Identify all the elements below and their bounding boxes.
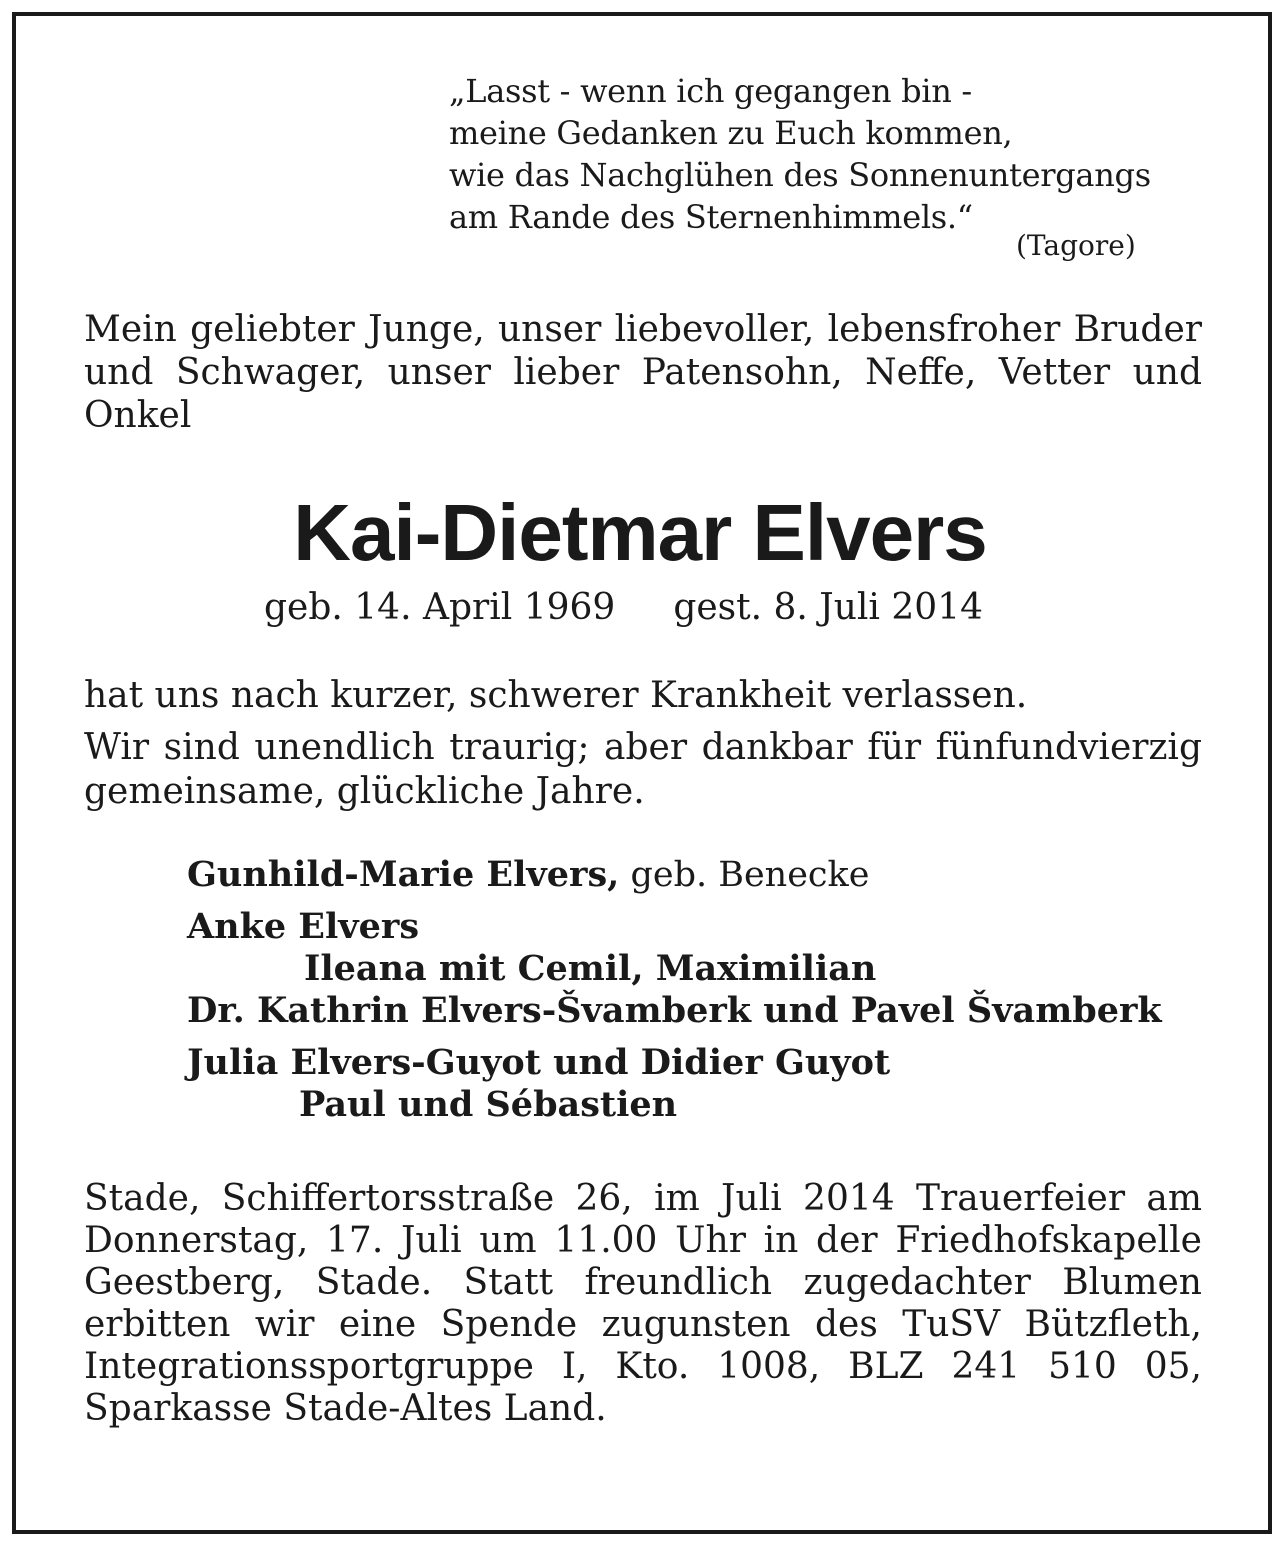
- mourners-list: [187, 854, 1217, 1126]
- deceased-name: Kai-Dietmar Elvers: [293, 488, 987, 577]
- mourner-row: Dr. Kathrin Elvers-Švamberk und Pavel Švamberk: [187, 990, 1162, 1031]
- quote-line: „Lasst - wenn ich gegangen bin -: [449, 72, 972, 110]
- mourner-row: Ileana mit Cemil, Maximilian: [304, 948, 877, 989]
- mourner-row: [187, 854, 1217, 896]
- mourner-name: Gunhild-Marie Elvers,: [187, 854, 620, 895]
- death-date: gest. 8. Juli 2014: [673, 587, 984, 628]
- intro-text: Mein geliebter Junge, unser liebevoller, lebensfroher Bruder und Schwager, unser lieber Patensohn, Neffe, Vetter und Onkel: [84, 309, 1202, 436]
- message-line-2: Wir sind unendlich traurig; aber dankbar für fünfundvierzig gemeinsame, glückliche Jahre.: [84, 727, 1202, 812]
- mourner-row: Anke Elvers: [187, 906, 420, 947]
- mourner-row: Julia Elvers-Guyot und Didier Guyot: [187, 1042, 891, 1083]
- message-line-1: hat uns nach kurzer, schwerer Krankheit verlassen.: [84, 675, 1028, 716]
- mourner-note: geb. Benecke: [619, 855, 870, 895]
- quote-line: wie das Nachglühen des Sonnenuntergangs: [449, 156, 1151, 194]
- quote-author: (Tagore): [1016, 229, 1136, 262]
- mourner-row: Paul und Sébastien: [299, 1084, 678, 1125]
- quote-block: [449, 70, 1209, 238]
- birth-date: geb. 14. April 1969: [264, 587, 616, 628]
- footer-text: Stade, Schiffertorsstraße 26, im Juli 2014 Trauerfeier am Donnerstag, 17. Juli um 11.00 Uhr in der Friedhofskapelle Geestberg, Stade. Statt freundlich zugedachter Blumen erbitten wir eine Spende zugunsten des TuSV Bützfleth, Integrationssportgruppe I, Kto. 1008, BLZ 241 510 05, Sparkasse Stade-Altes Land.: [84, 1178, 1202, 1429]
- quote-line: meine Gedanken zu Euch kommen,: [449, 114, 1013, 152]
- life-dates: [264, 586, 983, 630]
- quote-line: am Rande des Sternenhimmels.“: [449, 198, 973, 236]
